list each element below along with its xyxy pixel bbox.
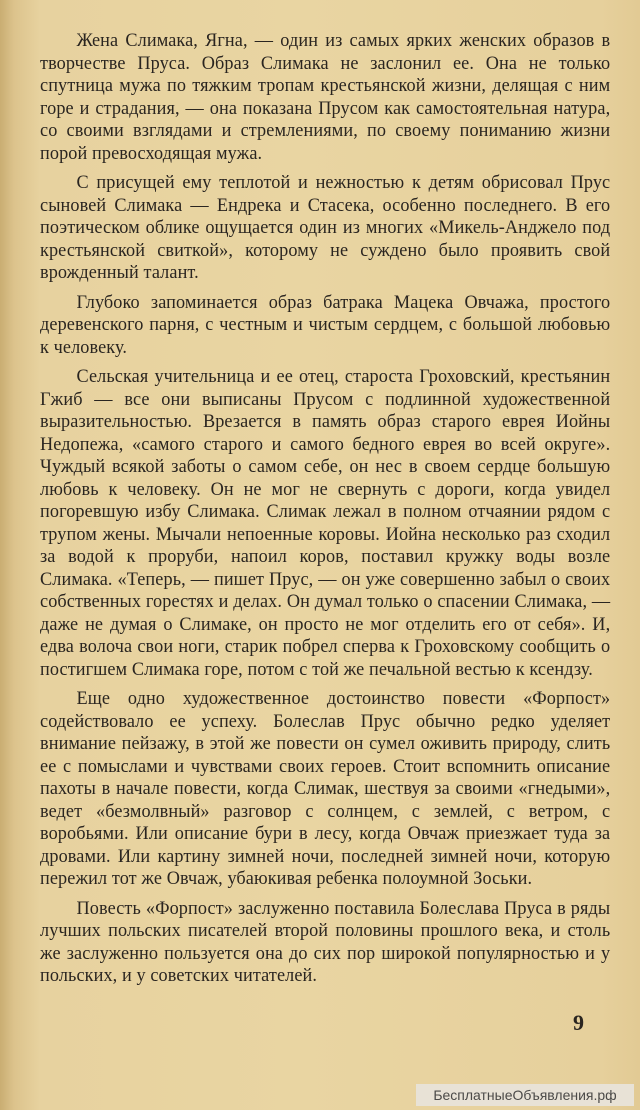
paragraph-maciek: Глубоко запоминается образ батрака Мацека Овчажа, простого деревенского парня, с честным и чистым сердцем, с большой любовью к человеку. [40,291,611,358]
page-number: 9 [573,1010,584,1035]
paragraph-yagna: Жена Слимака, Ягна, — один из самых ярких женских образов в творчестве Пруса. Образ Слимака не заслонил ее. Она не только спутница мужа по тяжким тропам крестьянской жизни, делящая с ним горе и страдания, — она показана Прусом как самостоятельная натура, со своими взглядами и стремлениями, по своему пониманию жизни порой превосходящая мужа. [40,30,611,164]
paragraph-conclusion: Повесть «Форпост» заслуженно поставила Болеслава Пруса в ряды лучших польских писателей второй половины прошлого века, и столь же заслуженно пользуется она до сих пор широкой популярностью и у польских, и у советских читателей. [40,897,611,986]
watermark: БесплатныеОбъявления.рф [416,1084,634,1106]
paragraph-village-characters: Сельская учительница и ее отец, староста Гроховский, крестьянин Гжиб — все они выписаны Прусом с подлинной художественной выразительностью. Врезается в память образ старого еврея Иойны Недопежа, «самого старого и самого бедного еврея во всей округе». Чуждый всякой заботы о самом себе, он нес в своем сердце большую любовь к человеку. Он не мог не свернуть с дороги, когда увидел погоревшую избу Слимака. Слимак лежал в полном отчаянии рядом с трупом жены. Мычали непоенные коровы. Иойна несколько раз сходил за водой к проруби, напоил коров, поставил кружку воды возле Слимака. «Теперь, — пишет Прус, — он уже совершенно забыл о своих собственных горестях и делах. Он думал только о спасении Слимака, — даже не думая о Слимаке, он просто не мог отделить его от себя». И, едва волоча свои ноги, старик побрел сперва к Гроховскому сообщить о постигшем Слимака горе, потом с той же печальной вестью к ксендзу. [40,366,611,680]
book-page-text [40,30,610,995]
paragraph-sons: С присущей ему теплотой и нежностью к детям обрисовал Прус сыновей Слимака — Ендрека и Стасека, особенно последнего. В его поэтическом облике ощущается один из многих «Микель-Анджело под крестьянской свиткой», которому не суждено было проявить свой врожденный талант. [40,172,611,283]
paragraph-landscape: Еще одно художественное достоинство повести «Форпост» содействовало ее успеху. Болеслав Прус обычно редко уделяет внимание пейзажу, в этой же повести он сумел оживить природу, слить ее с помыслами и чувствами своих героев. Стоит вспомнить описание пахоты в начале повести, когда Слимак, шествуя за своими «гнедыми», ведет «безмолвный» разговор с солнцем, с землей, с ветром, с воробьями. Или описание бури в лесу, когда Овчаж приезжает туда за дровами. Или картину зимней ночи, последней зимней ночи, которую пережил тот же Овчаж, убаюкивая ребенка полоумной Зоськи. [40,688,611,889]
